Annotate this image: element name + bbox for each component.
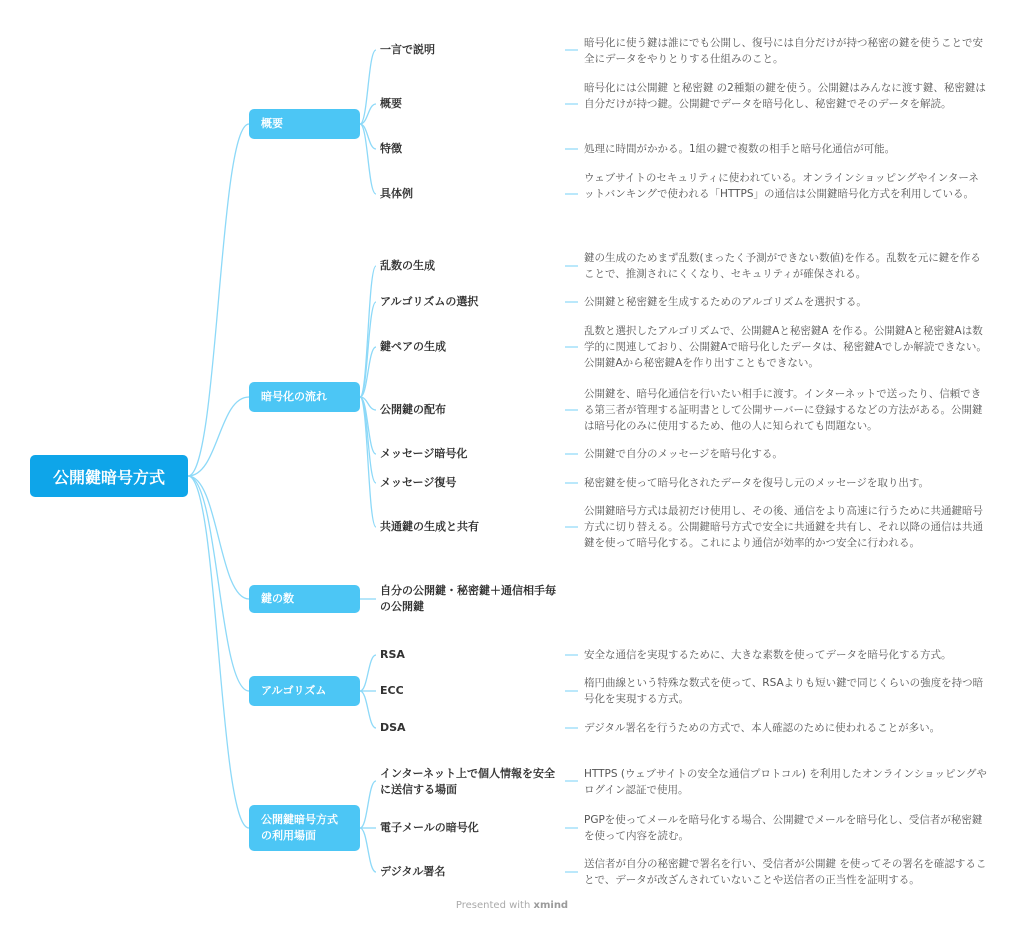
branch-encryption-flow[interactable]: [249, 382, 360, 412]
subtopic-random-generation[interactable]: 乱数の生成: [380, 259, 435, 272]
branch-algorithms[interactable]: [249, 676, 360, 706]
detail-ecc: 楕円曲線という特殊な数式を使って、RSAよりも短い鍵で同じくらいの強度を持つ暗号化を実現する方式。: [584, 677, 984, 705]
footer: [0, 900, 1024, 911]
branch-key-count[interactable]: [249, 585, 360, 613]
subtopic-message-decryption[interactable]: メッセージ復号: [380, 476, 457, 489]
subtopic-overview[interactable]: 概要: [380, 97, 402, 110]
branch-label: 概要: [261, 117, 283, 130]
branch-overview[interactable]: [249, 109, 360, 139]
detail-features: 処理に時間がかかる。1組の鍵で複数の相手と暗号化通信が可能。: [584, 143, 896, 155]
detail-overview: 暗号化には公開鍵 と秘密鍵 の2種類の鍵を使う。公開鍵はみんなに渡す鍵、秘密鍵は自分だけが持つ鍵。公開鍵でデータを暗号化し、秘密鍵でそのデータを解読。: [584, 82, 986, 110]
subtopic-connector: [360, 691, 376, 728]
detail-rsa: 安全な通信を実現するために、大きな素数を使ってデータを暗号化する方式。: [584, 649, 952, 661]
subtopic-connector: [360, 266, 376, 397]
subtopic-email-encryption[interactable]: 電子メールの暗号化: [380, 821, 479, 834]
detail-public-key-distribution: 公開鍵を、暗号化通信を行いたい相手に渡す。インターネットで送ったり、信頼できる第三者が管理する証明書として公開サーバーに登録するなどの方法がある。公開鍵は暗号化のみに使用するため、他の人に知られても問題ない。: [584, 388, 983, 432]
detail-message-encryption: 公開鍵で自分のメッセージを暗号化する。: [584, 448, 783, 460]
subtopic-examples[interactable]: 具体例: [380, 187, 413, 200]
detail-algorithm-selection: 公開鍵と秘密鍵を生成するためのアルゴリズムを選択する。: [584, 296, 867, 308]
footer-prefix: Presented with: [455, 900, 531, 911]
subtopic-message-encryption[interactable]: メッセージ暗号化: [380, 447, 468, 460]
detail-dsa: デジタル署名を行うための方式で、本人確認のために使われることが多い。: [584, 722, 941, 734]
subtopic-public-key-distribution[interactable]: 公開鍵の配布: [380, 403, 446, 416]
detail-keypair-generation: 乱数と選択したアルゴリズムで、公開鍵Aと秘密鍵A を作る。公開鍵Aと秘密鍵Aは数学的に関連しており、公開鍵Aで暗号化したデータは、秘密鍵Aでしか解読できない。公開鍵Aから秘密鍵Aを作り出すこともできない。: [584, 325, 987, 369]
detail-email-encryption: PGPを使ってメールを暗号化する場合、公開鍵でメールを暗号化し、受信者が秘密鍵を使って内容を読む。: [584, 814, 983, 842]
subtopic-connector: [360, 397, 376, 527]
branch-label: 暗号化の流れ: [261, 390, 327, 403]
branch-connector: [188, 476, 249, 828]
branch-connector: [188, 397, 249, 476]
subtopic-connector: [360, 50, 376, 124]
branch-label: アルゴリズム: [261, 684, 327, 697]
subtopic-connector: [360, 104, 376, 124]
subtopic-keypair-generation[interactable]: 鍵ペアの生成: [380, 340, 446, 353]
subtopic-dsa[interactable]: DSA: [380, 721, 406, 734]
branch-label: 公開鍵暗号方式の利用場面: [261, 813, 338, 842]
subtopic-algorithm-selection[interactable]: アルゴリズムの選択: [380, 295, 479, 308]
detail-secure-transmission: HTTPS (ウェブサイトの安全な通信プロトコル) を利用したオンラインショッピングやログイン認証で使用。: [584, 768, 987, 796]
root-topic[interactable]: [30, 455, 188, 497]
subtopic-key-count[interactable]: 自分の公開鍵・秘密鍵＋通信相手毎の公開鍵: [380, 584, 556, 613]
branch-connector: [188, 124, 249, 476]
branch-connector: [188, 476, 249, 691]
detail-digital-signature: 送信者が自分の秘密鍵で署名を行い、受信者が公開鍵 を使ってその署名を確認することで、データが改ざんされていないことや送信者の正当性を証明する。: [584, 858, 987, 886]
detail-examples: ウェブサイトのセキュリティに使われている。オンラインショッピングやインターネットバンキングで使われる「HTTPS」の通信は公開鍵暗号化方式を利用している。: [584, 172, 979, 200]
detail-one-line-summary: 暗号化に使う鍵は誰にでも公開し、復号には自分だけが持つ秘密の鍵を使うことで安全にデータをやりとりする仕組みのこと。: [584, 37, 983, 65]
subtopic-one-line-summary[interactable]: 一言で説明: [380, 43, 435, 56]
subtopic-connector: [360, 397, 376, 454]
subtopic-connector: [360, 124, 376, 194]
subtopic-connector: [360, 397, 376, 410]
subtopic-rsa[interactable]: RSA: [380, 648, 405, 661]
subtopic-connector: [360, 781, 376, 828]
detail-message-decryption: 秘密鍵を使って暗号化されたデータを復号し元のメッセージを取り出す。: [584, 477, 930, 489]
subtopic-connector: [360, 124, 376, 149]
subtopic-connector: [360, 397, 376, 483]
subtopic-connector: [360, 302, 376, 397]
branch-label: 鍵の数: [261, 592, 294, 605]
root-topic-label: 公開鍵暗号方式: [52, 467, 165, 487]
subtopic-common-key-sharing[interactable]: 共通鍵の生成と共有: [380, 520, 479, 533]
xmind-logo: xmind: [533, 900, 569, 911]
subtopic-secure-transmission[interactable]: インターネット上で個人情報を安全に送信する場面: [380, 767, 556, 796]
detail-common-key-sharing: 公開鍵暗号方式は最初だけ使用し、その後、通信をより高速に行うために共通鍵暗号方式に切り替える。公開鍵暗号方式で安全に共通鍵を共有し、それ以降の通信は共通鍵を使って暗号化する。これにより通信が効率的かつ安全に行われる。: [584, 505, 983, 549]
subtopic-connector: [360, 347, 376, 397]
detail-random-generation: 鍵の生成のためまず乱数(まったく予測ができない数値)を作る。乱数を元に鍵を作ることで、推測されにくくなり、セキュリティが確保される。: [584, 252, 981, 280]
branch-connector: [188, 476, 249, 599]
subtopic-connector: [360, 828, 376, 872]
subtopic-features[interactable]: 特徴: [380, 142, 402, 155]
branch-use-cases[interactable]: [249, 805, 360, 851]
subtopic-connector: [360, 655, 376, 691]
subtopic-ecc[interactable]: ECC: [380, 684, 404, 697]
subtopic-digital-signature[interactable]: デジタル署名: [380, 865, 446, 878]
